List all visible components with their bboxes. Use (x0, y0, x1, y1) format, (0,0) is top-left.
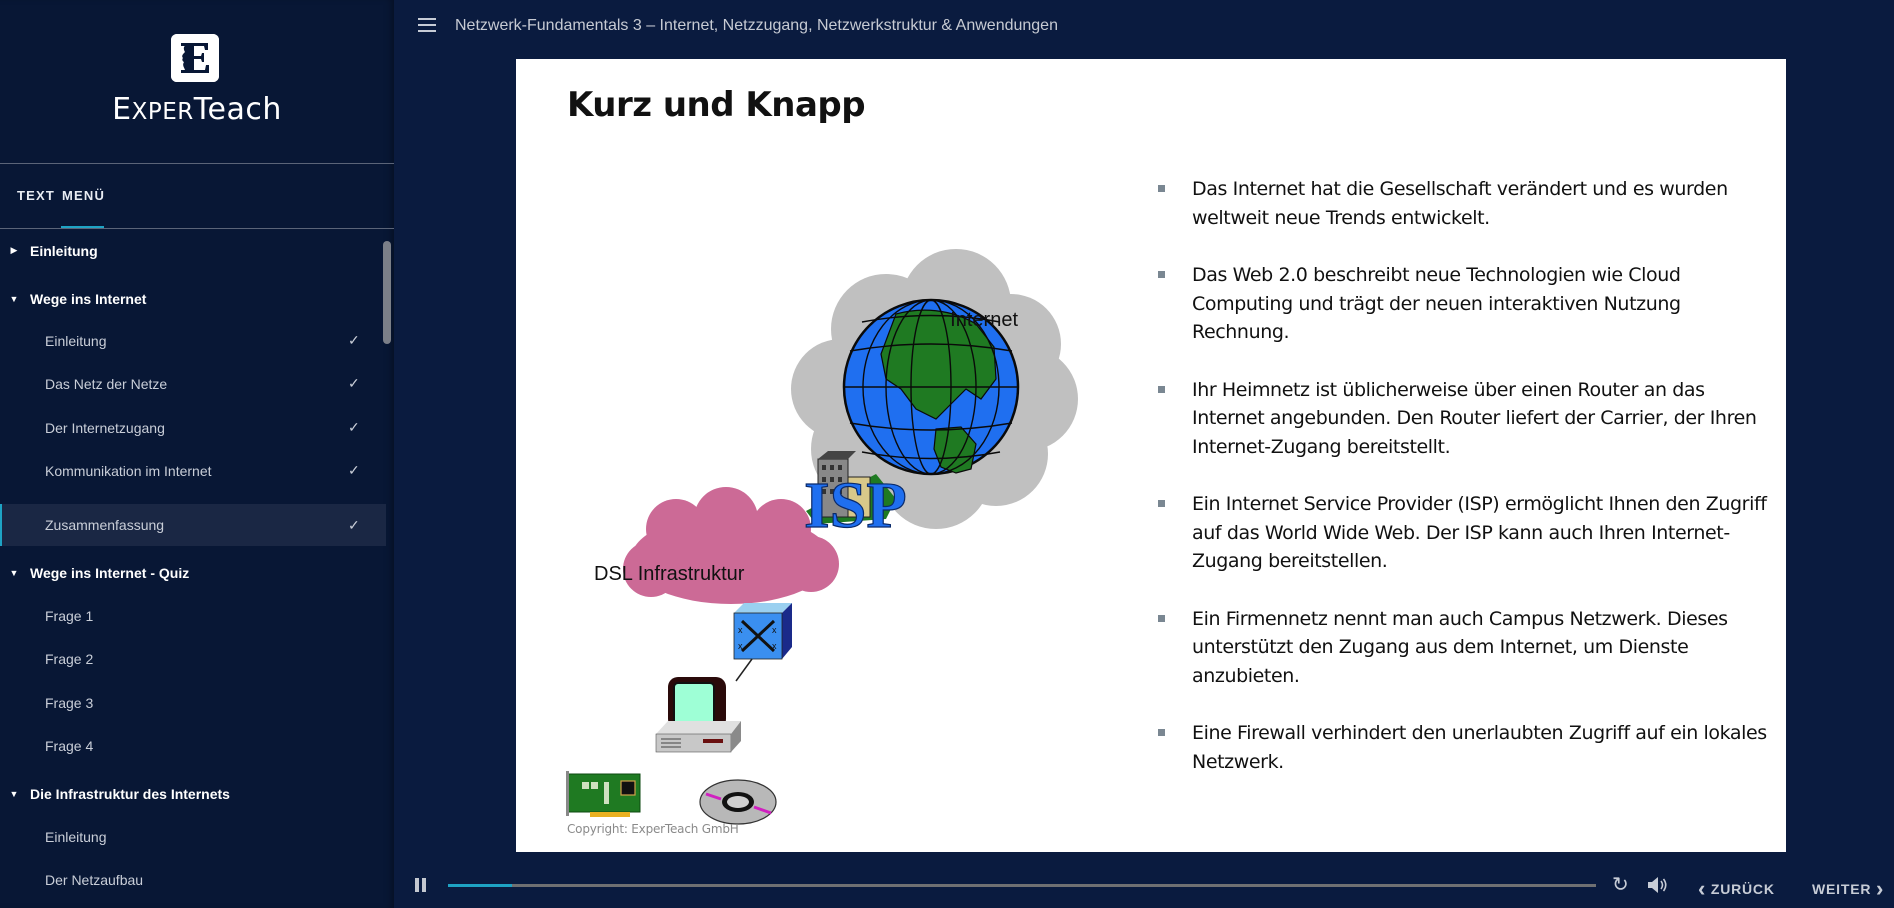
menu-section-einleitung[interactable] (0, 229, 386, 272)
bullet-square-icon (1158, 271, 1165, 278)
menu-item-label: Das Netz der Netze (45, 375, 168, 392)
checkmark-icon: ✓ (348, 419, 360, 435)
bullet-item: Ein Firmennetz nennt man auch Campus Netzwerk. Dieses unterstützt den Zugang aus dem Internet, um Dienste anzubieten. (1158, 605, 1768, 691)
computer-icon (656, 677, 741, 752)
menu-item-einleitung-2[interactable] (0, 815, 386, 858)
checkmark-icon: ✓ (348, 516, 360, 533)
caret-down-icon[interactable]: ▼ (9, 788, 19, 799)
pause-icon (415, 878, 419, 892)
menu-item-label: Der Netzaufbau (45, 871, 144, 888)
svg-text:x: x (738, 641, 743, 651)
bullet-square-icon (1158, 729, 1165, 736)
menu-section-label: Wege ins Internet - Quiz (30, 564, 190, 581)
chevron-left-icon: ‹ (1698, 876, 1707, 901)
slide (516, 59, 1786, 852)
menu-item-label: Einleitung (45, 332, 107, 349)
progress-fill (448, 884, 512, 887)
network-diagram (556, 229, 1096, 839)
volume-icon[interactable] (1647, 876, 1669, 894)
main-content (394, 0, 1894, 908)
svg-text:x: x (772, 641, 777, 651)
bullet-item: Das Internet hat die Gesellschaft verändert und es wurden weltweit neue Trends entwickelt. (1158, 175, 1768, 232)
svg-text:ISP: ISP (804, 469, 907, 542)
player-controls (394, 862, 1894, 908)
reload-icon[interactable]: ↻ (1612, 874, 1629, 896)
bullet-item: Ein Internet Service Provider (ISP) ermöglicht Ihnen den Zugriff auf das World Wide Web. Der ISP kann auch Ihren Internet-Zugang bereitstellen. (1158, 490, 1768, 576)
menu-section-wege-ins-internet-quiz[interactable] (0, 551, 386, 594)
brand-name: EXPERTeach (112, 92, 282, 127)
menu-item-der-internetzugang[interactable] (0, 406, 386, 449)
logo (0, 0, 394, 163)
hamburger-menu-icon[interactable] (418, 18, 436, 32)
network-card-icon (566, 771, 640, 817)
menu-item-label: Frage 2 (45, 650, 94, 667)
bullet-square-icon (1158, 185, 1165, 192)
menu-item-label: Frage 1 (45, 607, 94, 624)
menu-section-label: Wege ins Internet (30, 290, 147, 307)
sidebar-scrollbar[interactable] (383, 241, 391, 344)
slide-title: Kurz und Knapp (567, 85, 866, 125)
sidebar (0, 0, 394, 908)
menu-item-einleitung[interactable] (0, 319, 386, 362)
chevron-right-icon: › (1875, 876, 1885, 901)
menu-item-frage-4[interactable] (0, 724, 386, 767)
experteach-logo-icon (171, 34, 219, 82)
cd-icon (700, 780, 776, 824)
menu-item-label: Frage 3 (45, 694, 94, 711)
menu-item-label: Kommunikation im Internet (45, 462, 212, 479)
menu-section-infrastruktur[interactable] (0, 772, 386, 815)
menu-item-label: Einleitung (45, 828, 107, 845)
copyright-notice: Copyright: ExperTeach GmbH (567, 822, 739, 836)
checkmark-icon: ✓ (348, 462, 360, 478)
internet-label: Internet (950, 309, 1018, 331)
menu-section-label: Die Infrastruktur des Internets (30, 785, 230, 802)
checkmark-icon: ✓ (348, 375, 360, 391)
next-button[interactable]: WEITER › (1812, 876, 1885, 901)
bullet-square-icon (1158, 615, 1165, 622)
menu-item-frage-3[interactable] (0, 681, 386, 724)
menu-item-zusammenfassung[interactable] (0, 504, 386, 546)
menu-item-label: Frage 4 (45, 737, 94, 754)
progress-bar[interactable] (448, 884, 1596, 887)
pause-button[interactable] (415, 878, 427, 892)
menu-item-label: Der Internetzugang (45, 419, 165, 436)
course-title: Netzwerk-Fundamentals 3 – Internet, Netzzugang, Netzwerkstruktur & Anwendungen (455, 17, 1058, 34)
tab-text[interactable]: TEXT (17, 188, 56, 203)
checkmark-icon: ✓ (348, 332, 360, 348)
menu-item-das-netz-der-netze[interactable] (0, 362, 386, 405)
menu-item-der-netzaufbau[interactable] (0, 858, 386, 901)
back-button[interactable]: ‹ ZURÜCK (1698, 876, 1775, 901)
switch-icon (734, 603, 792, 659)
menu-section-wege-ins-internet[interactable] (0, 277, 386, 320)
bullet-square-icon (1158, 500, 1165, 507)
svg-text:x: x (738, 625, 743, 635)
bullet-item: Ihr Heimnetz ist üblicherweise über einen Router an das Internet angebunden. Den Router liefert der Carrier, der Ihren Internet-Zugang bereitstellt. (1158, 376, 1768, 462)
menu-item-frage-2[interactable] (0, 637, 386, 680)
caret-down-icon[interactable]: ▼ (9, 293, 19, 304)
top-bar (394, 0, 1894, 52)
tab-menu[interactable]: MENÜ (62, 188, 106, 203)
menu-item-kommunikation-im-internet[interactable] (0, 449, 386, 492)
dsl-infrastruktur-label: DSL Infrastruktur (594, 563, 745, 585)
menu-item-frage-1[interactable] (0, 594, 386, 637)
sidebar-tabs (0, 164, 394, 228)
menu-item-label: Zusammenfassung (45, 517, 165, 533)
caret-right-icon[interactable]: ▶ (10, 245, 18, 255)
summary-bullet-list (1158, 175, 1768, 805)
bullet-square-icon (1158, 386, 1165, 393)
menu-section-label: Einleitung (30, 242, 98, 259)
bullet-item: Das Web 2.0 beschreibt neue Technologien wie Cloud Computing und trägt der neuen interaktiven Nutzung Rechnung. (1158, 261, 1768, 347)
svg-text:x: x (772, 625, 777, 635)
caret-down-icon[interactable]: ▼ (9, 567, 19, 578)
bullet-item: Eine Firewall verhindert den unerlaubten Zugriff auf ein lokales Netzwerk. (1158, 719, 1768, 776)
